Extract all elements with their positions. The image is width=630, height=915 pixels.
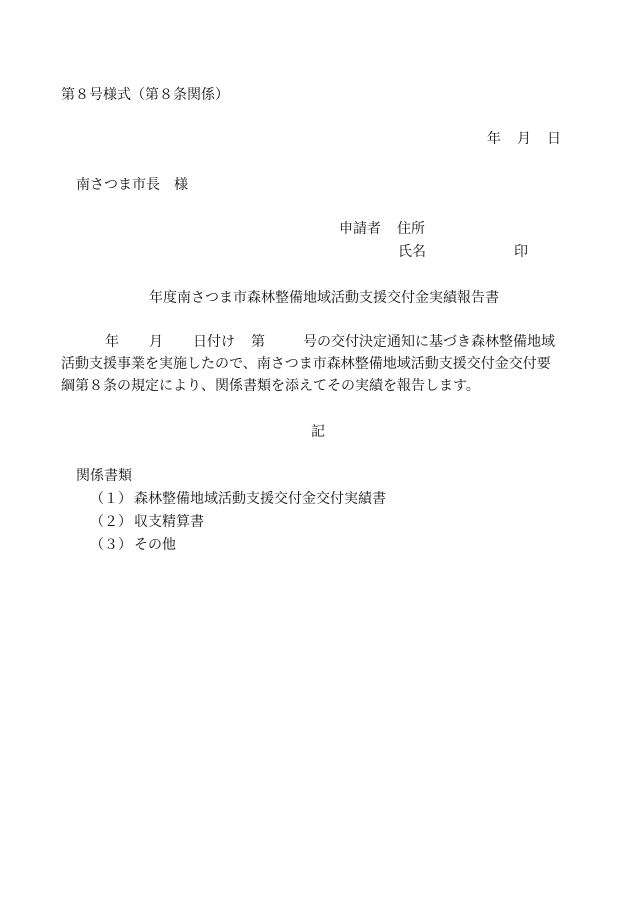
body-line-2: 活動支援事業を実施したので、南さつま市森林整備地域活動支援交付金交付要 xyxy=(61,356,551,372)
body-number-prefix: 第 xyxy=(251,334,265,350)
body-line-1-rest: 号の交付決定通知に基づき森林整備地域 xyxy=(303,334,555,350)
form-number-label: 第８号様式（第８条関係） xyxy=(61,87,229,103)
document-title: 年度南さつま市森林整備地域活動支援交付金実績報告書 xyxy=(149,290,499,306)
document-item xyxy=(90,492,386,506)
date-month: 月 xyxy=(517,131,531,147)
date-day: 日 xyxy=(547,131,561,147)
ki-heading: 記 xyxy=(311,424,325,440)
document-item-number: （１） xyxy=(90,491,132,507)
body-month: 月 xyxy=(149,334,163,350)
address-label: 住所 xyxy=(397,221,425,237)
body-line-3: 綱第８条の規定により、関係書類を添えてその実績を報告します。 xyxy=(61,378,480,394)
document-item-text: 収支精算書 xyxy=(134,514,204,530)
applicant-address-row xyxy=(339,222,425,236)
document-item-text: その他 xyxy=(134,537,176,553)
related-documents-heading: 関係書類 xyxy=(76,468,132,484)
date-line xyxy=(487,132,561,146)
body-year: 年 xyxy=(105,334,119,350)
date-year: 年 xyxy=(487,131,501,147)
applicant-label: 申請者 xyxy=(339,221,381,237)
document-item xyxy=(90,515,204,529)
document-item-text: 森林整備地域活動支援交付金交付実績書 xyxy=(134,491,386,507)
applicant-name-label: 氏名 xyxy=(398,244,426,260)
addressee: 南さつま市長 様 xyxy=(76,177,188,193)
body-line-1 xyxy=(61,335,555,349)
body-dated: 日付け xyxy=(193,334,235,350)
seal-mark: 印 xyxy=(514,244,528,260)
document-item-number: （３） xyxy=(90,537,132,553)
document-item xyxy=(90,538,176,552)
document-item-number: （２） xyxy=(90,514,132,530)
